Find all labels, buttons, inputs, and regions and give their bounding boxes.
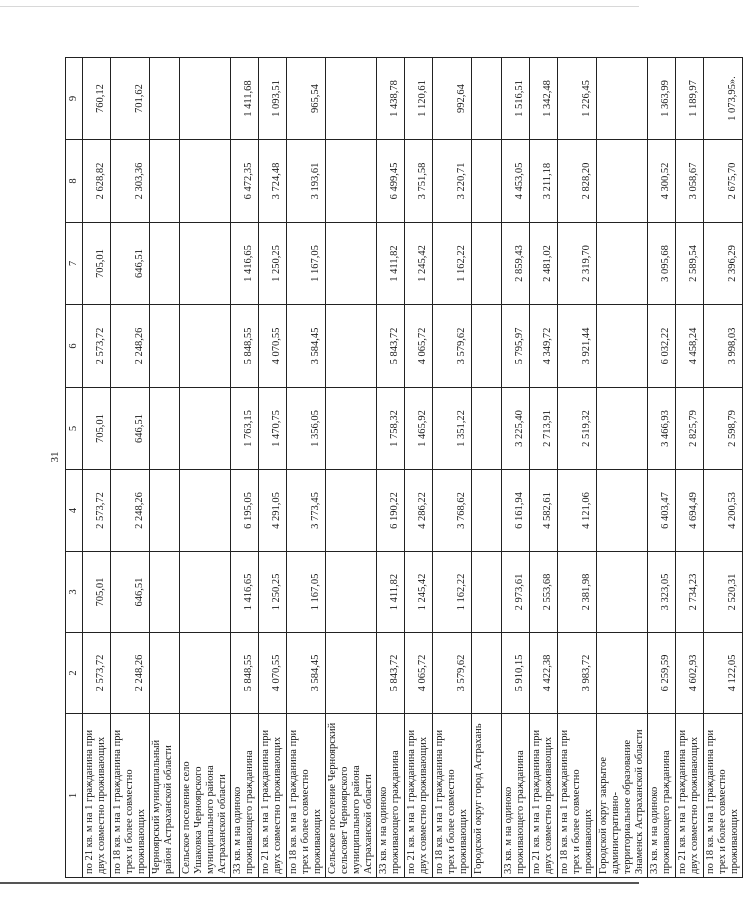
value-cell	[180, 388, 231, 470]
value-cell	[150, 58, 180, 140]
value-cell	[597, 633, 648, 714]
value-cell: 705,01	[83, 223, 111, 305]
value-cell: 1 250,25	[259, 223, 287, 305]
value-cell: 1 093,51	[259, 58, 287, 140]
value-cell: 2 481,02	[530, 223, 558, 305]
value-cell: 6 190,22	[377, 470, 405, 552]
value-cell	[180, 633, 231, 714]
value-cell: 4 065,72	[405, 305, 433, 388]
value-cell	[472, 633, 502, 714]
value-cell: 4 453,05	[502, 140, 530, 223]
value-cell: 3 584,45	[287, 305, 326, 388]
value-cell: 1 438,78	[377, 58, 405, 140]
table-row	[287, 58, 326, 878]
column-number-row	[66, 58, 83, 878]
value-cell	[597, 140, 648, 223]
value-cell: 1 073,95».	[704, 58, 743, 140]
value-cell: 4 349,72	[530, 305, 558, 388]
value-cell: 6 161,94	[502, 470, 530, 552]
value-cell	[150, 223, 180, 305]
value-cell	[326, 552, 377, 633]
row-label-cell: по 21 кв. м на 1 гражданина при двух совместно проживающих	[259, 714, 287, 878]
value-cell: 6 259,59	[648, 633, 676, 714]
row-label-cell: по 18 кв. м на 1 гражданина при трех и более совместно проживающих	[704, 714, 743, 878]
value-cell: 4 458,24	[676, 305, 704, 388]
value-cell: 2 598,79	[704, 388, 743, 470]
rates-table-body	[66, 58, 743, 878]
value-cell: 1 250,25	[259, 552, 287, 633]
value-cell: 5 843,72	[377, 305, 405, 388]
table-row	[530, 58, 558, 878]
value-cell: 4 422,38	[530, 633, 558, 714]
row-label-cell: по 18 кв. м на 1 гражданина при трех и более совместно проживающих	[558, 714, 597, 878]
value-cell: 1 363,99	[648, 58, 676, 140]
value-cell	[326, 140, 377, 223]
table-section-row	[326, 58, 377, 878]
value-cell: 3 323,05	[648, 552, 676, 633]
value-cell: 1 516,51	[502, 58, 530, 140]
column-number-cell: 1	[66, 714, 83, 878]
value-cell	[597, 58, 648, 140]
value-cell: 705,01	[83, 552, 111, 633]
value-cell: 3 724,48	[259, 140, 287, 223]
value-cell: 2 973,61	[502, 552, 530, 633]
value-cell: 4 070,55	[259, 305, 287, 388]
column-number-cell: 4	[66, 470, 83, 552]
scan-edge-line-bottom	[0, 882, 639, 884]
value-cell: 3 921,44	[558, 305, 597, 388]
value-cell: 4 200,53	[704, 470, 743, 552]
value-cell	[472, 470, 502, 552]
value-cell: 4 121,06	[558, 470, 597, 552]
value-cell: 5 910,15	[502, 633, 530, 714]
value-cell: 1 470,75	[259, 388, 287, 470]
section-title-cell: Черноярский муниципальный район Астраханской области	[150, 714, 180, 878]
value-cell: 4 065,72	[405, 633, 433, 714]
value-cell: 992,64	[433, 58, 472, 140]
value-cell: 1 416,65	[231, 223, 259, 305]
table-row	[377, 58, 405, 878]
column-number-cell: 6	[66, 305, 83, 388]
value-cell	[326, 388, 377, 470]
table-row	[558, 58, 597, 878]
row-label-cell: по 18 кв. м на 1 гражданина при трех и более совместно проживающих	[433, 714, 472, 878]
table-row	[231, 58, 259, 878]
table-row	[259, 58, 287, 878]
value-cell	[180, 223, 231, 305]
value-cell: 5 843,72	[377, 633, 405, 714]
value-cell: 1 167,05	[287, 552, 326, 633]
value-cell: 3 579,62	[433, 633, 472, 714]
value-cell: 1 162,22	[433, 552, 472, 633]
value-cell: 2 248,26	[111, 305, 150, 388]
value-cell: 3 983,72	[558, 633, 597, 714]
value-cell	[326, 470, 377, 552]
value-cell: 2 828,20	[558, 140, 597, 223]
value-cell: 965,54	[287, 58, 326, 140]
value-cell	[180, 552, 231, 633]
value-cell: 2 859,43	[502, 223, 530, 305]
value-cell: 2 553,68	[530, 552, 558, 633]
value-cell: 2 713,91	[530, 388, 558, 470]
value-cell: 1 342,48	[530, 58, 558, 140]
value-cell: 4 286,22	[405, 470, 433, 552]
row-label-cell: по 21 кв. м на 1 гражданина при двух совместно проживающих	[83, 714, 111, 878]
value-cell: 1 416,65	[231, 552, 259, 633]
value-cell: 2 573,72	[83, 305, 111, 388]
value-cell: 4 291,05	[259, 470, 287, 552]
column-number-cell: 5	[66, 388, 83, 470]
value-cell: 3 225,40	[502, 388, 530, 470]
value-cell: 1 120,61	[405, 58, 433, 140]
table-row	[704, 58, 743, 878]
row-label-cell: по 21 кв. м на 1 гражданина при двух совместно проживающих	[405, 714, 433, 878]
rotated-table-frame	[65, 58, 740, 878]
value-cell: 2 381,98	[558, 552, 597, 633]
value-cell: 3 058,67	[676, 140, 704, 223]
value-cell	[472, 223, 502, 305]
value-cell: 2 573,72	[83, 470, 111, 552]
row-label-cell: по 21 кв. м на 1 гражданина при двух совместно проживающих	[676, 714, 704, 878]
row-label-cell: 33 кв. м на одиноко проживающего гражданина	[231, 714, 259, 878]
value-cell: 1 162,22	[433, 223, 472, 305]
value-cell	[180, 305, 231, 388]
section-title-cell: Городской округ город Астрахань	[472, 714, 502, 878]
value-cell: 3 998,03	[704, 305, 743, 388]
value-cell	[597, 552, 648, 633]
page-number: 31	[49, 451, 61, 463]
table-section-row	[150, 58, 180, 878]
value-cell: 1 245,42	[405, 552, 433, 633]
value-cell: 2 734,23	[676, 552, 704, 633]
value-cell: 6 472,35	[231, 140, 259, 223]
value-cell: 3 466,93	[648, 388, 676, 470]
value-cell	[180, 58, 231, 140]
row-label-cell: по 21 кв. м на 1 гражданина при двух совместно проживающих	[530, 714, 558, 878]
value-cell: 2 520,31	[704, 552, 743, 633]
table-section-row	[597, 58, 648, 878]
value-cell: 2 675,70	[704, 140, 743, 223]
table-row	[676, 58, 704, 878]
value-cell	[326, 633, 377, 714]
value-cell: 2 825,79	[676, 388, 704, 470]
value-cell	[150, 470, 180, 552]
value-cell	[472, 388, 502, 470]
value-cell: 646,51	[111, 223, 150, 305]
value-cell: 1 226,45	[558, 58, 597, 140]
value-cell: 3 193,61	[287, 140, 326, 223]
row-label-cell: по 18 кв. м на 1 гражданина при трех и более совместно проживающих	[287, 714, 326, 878]
value-cell	[472, 305, 502, 388]
value-cell: 2 573,72	[83, 633, 111, 714]
value-cell	[472, 552, 502, 633]
scan-edge-line-top	[0, 6, 639, 7]
value-cell: 2 248,26	[111, 633, 150, 714]
value-cell: 3 773,45	[287, 470, 326, 552]
value-cell: 1 245,42	[405, 223, 433, 305]
table-row	[111, 58, 150, 878]
value-cell: 3 220,71	[433, 140, 472, 223]
table-row	[502, 58, 530, 878]
table-row	[433, 58, 472, 878]
value-cell: 4 070,55	[259, 633, 287, 714]
value-cell	[150, 305, 180, 388]
value-cell: 4 694,49	[676, 470, 704, 552]
value-cell: 2 319,70	[558, 223, 597, 305]
value-cell: 6 032,22	[648, 305, 676, 388]
rates-table	[65, 57, 743, 878]
column-number-cell: 8	[66, 140, 83, 223]
row-label-cell: 33 кв. м на одиноко проживающего гражданина	[648, 714, 676, 878]
value-cell	[597, 305, 648, 388]
value-cell: 1 411,82	[377, 552, 405, 633]
value-cell	[180, 140, 231, 223]
value-cell: 3 584,45	[287, 633, 326, 714]
row-label-cell: по 18 кв. м на 1 гражданина при трех и более совместно проживающих	[111, 714, 150, 878]
table-section-row	[472, 58, 502, 878]
value-cell: 1 758,32	[377, 388, 405, 470]
column-number-cell: 7	[66, 223, 83, 305]
value-cell: 3 211,18	[530, 140, 558, 223]
value-cell: 1 356,05	[287, 388, 326, 470]
value-cell	[597, 470, 648, 552]
value-cell: 5 848,55	[231, 305, 259, 388]
value-cell: 5 848,55	[231, 633, 259, 714]
value-cell	[326, 58, 377, 140]
value-cell: 1 351,22	[433, 388, 472, 470]
table-row	[405, 58, 433, 878]
table-row	[648, 58, 676, 878]
table-row	[83, 58, 111, 878]
value-cell	[472, 58, 502, 140]
value-cell: 3 095,68	[648, 223, 676, 305]
table-section-row	[180, 58, 231, 878]
value-cell: 760,12	[83, 58, 111, 140]
value-cell: 701,62	[111, 58, 150, 140]
value-cell	[150, 633, 180, 714]
section-title-cell: Городской округ закрытое административно-территориальное образование Знаменск Астраханской области	[597, 714, 648, 878]
value-cell: 1 411,68	[231, 58, 259, 140]
value-cell: 1 465,92	[405, 388, 433, 470]
value-cell: 6 499,45	[377, 140, 405, 223]
section-title-cell: Сельское поселение село Ушаковка Черноярского муниципального района Астраханской области	[180, 714, 231, 878]
value-cell: 2 589,54	[676, 223, 704, 305]
value-cell: 3 751,58	[405, 140, 433, 223]
column-number-cell: 3	[66, 552, 83, 633]
value-cell: 4 300,52	[648, 140, 676, 223]
value-cell: 1 167,05	[287, 223, 326, 305]
value-cell: 705,01	[83, 388, 111, 470]
value-cell	[150, 552, 180, 633]
value-cell	[472, 140, 502, 223]
value-cell: 1 763,15	[231, 388, 259, 470]
value-cell: 2 628,82	[83, 140, 111, 223]
value-cell: 2 303,36	[111, 140, 150, 223]
value-cell: 1 411,82	[377, 223, 405, 305]
value-cell	[597, 388, 648, 470]
value-cell: 1 189,97	[676, 58, 704, 140]
value-cell: 6 195,05	[231, 470, 259, 552]
value-cell: 2 519,32	[558, 388, 597, 470]
column-number-cell: 2	[66, 633, 83, 714]
value-cell: 3 768,62	[433, 470, 472, 552]
value-cell: 2 248,26	[111, 470, 150, 552]
value-cell	[597, 223, 648, 305]
value-cell: 5 795,97	[502, 305, 530, 388]
value-cell: 4 582,61	[530, 470, 558, 552]
value-cell	[150, 140, 180, 223]
row-label-cell: 33 кв. м на одиноко проживающего гражданина	[502, 714, 530, 878]
value-cell	[150, 388, 180, 470]
value-cell: 646,51	[111, 552, 150, 633]
value-cell: 3 579,62	[433, 305, 472, 388]
section-title-cell: Сельское поселение Черноярский сельсовет Черноярского муниципального района Астраханской области	[326, 714, 377, 878]
value-cell: 4 602,93	[676, 633, 704, 714]
value-cell	[326, 305, 377, 388]
value-cell	[326, 223, 377, 305]
value-cell: 2 396,29	[704, 223, 743, 305]
value-cell: 4 122,05	[704, 633, 743, 714]
value-cell: 646,51	[111, 388, 150, 470]
value-cell	[180, 470, 231, 552]
column-number-cell: 9	[66, 58, 83, 140]
row-label-cell: 33 кв. м на одиноко проживающего гражданина	[377, 714, 405, 878]
value-cell: 6 403,47	[648, 470, 676, 552]
